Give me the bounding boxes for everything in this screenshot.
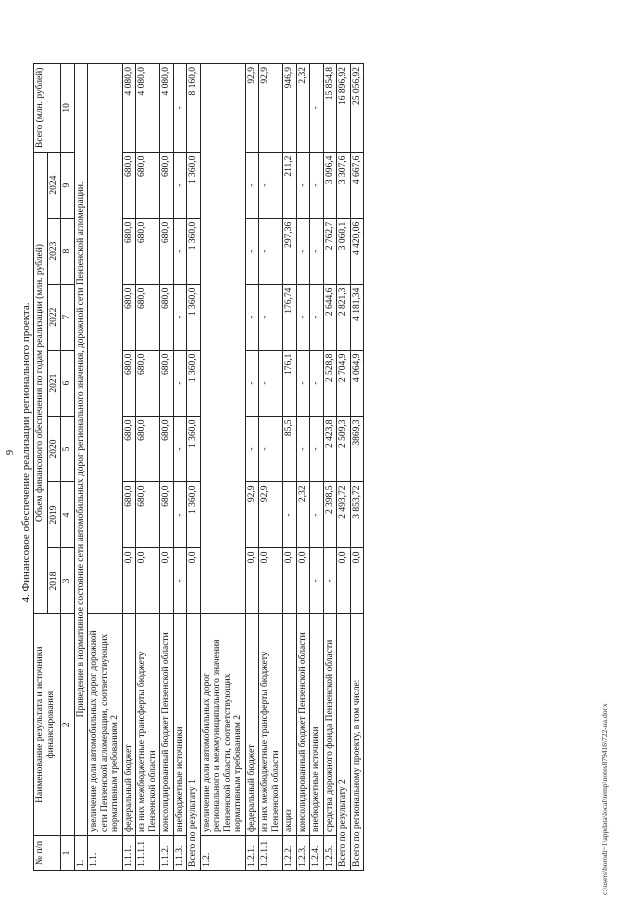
value-cell: 2 704,9 [337, 350, 351, 416]
value-cell: 680,0 [160, 284, 174, 350]
header-row [34, 64, 48, 871]
value-cell: 211,2 [283, 152, 297, 218]
row-name: Всего по результату 2 [337, 614, 351, 871]
table-row [350, 64, 364, 871]
value-cell: 0,0 [337, 548, 351, 614]
header-year: 2023 [47, 218, 61, 284]
header-year: 2022 [47, 284, 61, 350]
financing-table [33, 63, 364, 871]
value-cell: 680,0 [122, 482, 136, 548]
value-cell: 92,9 [245, 64, 259, 153]
value-cell: 680,0 [160, 482, 174, 548]
value-cell: 1 360,0 [187, 284, 201, 350]
row-no: 1.1.3. [173, 835, 187, 870]
value-cell: - [173, 482, 187, 548]
value-cell: 1 360,0 [187, 482, 201, 548]
value-cell: 680,0 [160, 218, 174, 284]
value-cell: 2 398,5 [323, 482, 337, 548]
value-cell: 0,0 [296, 548, 310, 614]
value-cell: - [310, 64, 324, 153]
table-row [160, 64, 174, 871]
value-cell: 3 096,4 [323, 152, 337, 218]
row-no: 1.2.1. [245, 835, 259, 870]
value-cell: 680,0 [122, 152, 136, 218]
value-cell: 16 896,92 [337, 64, 351, 153]
column-number: 2 [61, 614, 75, 836]
column-number: 3 [61, 548, 75, 614]
result-row [88, 64, 123, 871]
value-cell: 0,0 [283, 548, 297, 614]
value-cell: 680,0 [122, 416, 136, 482]
value-cell: 297,36 [283, 218, 297, 284]
document-title: 4. Финансовое обеспечение реализации регионального проекта. [20, 302, 32, 603]
value-cell: - [259, 152, 283, 218]
value-cell: 2 528,8 [323, 350, 337, 416]
value-cell: - [296, 284, 310, 350]
value-cell: 3 307,6 [337, 152, 351, 218]
result-no: 1.1. [88, 835, 123, 870]
value-cell: 680,0 [136, 416, 160, 482]
column-number: 10 [61, 64, 75, 153]
column-number: 7 [61, 284, 75, 350]
column-number: 4 [61, 482, 75, 548]
column-number: 5 [61, 416, 75, 482]
row-no: 1.2.1.1 [259, 835, 283, 870]
value-cell: 4 080,0 [160, 64, 174, 153]
value-cell: - [173, 416, 187, 482]
value-cell: 680,0 [136, 350, 160, 416]
value-cell: - [173, 284, 187, 350]
header-year: 2019 [47, 482, 61, 548]
value-cell: 680,0 [122, 350, 136, 416]
table-row [337, 64, 351, 871]
value-cell: 85,5 [283, 416, 297, 482]
result-no: 1.2. [200, 835, 245, 870]
value-cell: 0,0 [136, 548, 160, 614]
value-cell: - [310, 548, 324, 614]
value-cell: 680,0 [122, 218, 136, 284]
empty-cell [200, 64, 245, 614]
value-cell: 4 181,34 [350, 284, 364, 350]
value-cell: - [296, 350, 310, 416]
value-cell: 2,32 [296, 482, 310, 548]
value-cell: - [173, 350, 187, 416]
page-number: 9 [5, 450, 16, 455]
value-cell: 176,74 [283, 284, 297, 350]
value-cell: 4 080,0 [122, 64, 136, 153]
value-cell: - [310, 482, 324, 548]
table-row [259, 64, 283, 871]
header-total: Всего (млн. рублей) [34, 64, 61, 153]
value-cell: - [245, 152, 259, 218]
value-cell: 4 064,9 [350, 350, 364, 416]
value-cell: 15 854,8 [323, 64, 337, 153]
row-name: консолидированный бюджет Пензенской области [296, 614, 310, 836]
value-cell: - [296, 416, 310, 482]
table-row [136, 64, 160, 871]
value-cell: 0,0 [259, 548, 283, 614]
value-cell: 176,1 [283, 350, 297, 416]
row-no: 1.2.5. [323, 835, 337, 870]
value-cell: 0,0 [160, 548, 174, 614]
row-no: 1.2.2. [283, 835, 297, 870]
table-row [173, 64, 187, 871]
value-cell: - [259, 218, 283, 284]
empty-cell [88, 64, 123, 614]
value-cell: 680,0 [122, 284, 136, 350]
column-number: 1 [61, 835, 75, 870]
value-cell: 0,0 [245, 548, 259, 614]
value-cell: 2 821,3 [337, 284, 351, 350]
value-cell: 8 160,0 [187, 64, 201, 153]
row-no: 1.1.2. [160, 835, 174, 870]
file-path: c:\users\borodi~1\appdata\local\temp\notes879416\722-на.docx [600, 703, 609, 895]
header-year: 2021 [47, 350, 61, 416]
header-year: 2024 [47, 152, 61, 218]
row-name: акциз [283, 614, 297, 836]
header-name: Наименование результата и источники финансирования [34, 614, 61, 836]
table-row [310, 64, 324, 871]
row-name: федеральный бюджет [245, 614, 259, 836]
header-no: № п/п [34, 835, 61, 870]
value-cell: 3 853,72 [350, 482, 364, 548]
table-row [296, 64, 310, 871]
value-cell: - [173, 218, 187, 284]
value-cell: - [283, 482, 297, 548]
value-cell: 946,9 [283, 64, 297, 153]
value-cell: 1 360,0 [187, 350, 201, 416]
column-number: 6 [61, 350, 75, 416]
value-cell: - [173, 548, 187, 614]
value-cell: - [245, 218, 259, 284]
row-name: консолидированный бюджет Пензенской области [160, 614, 174, 836]
value-cell: - [296, 152, 310, 218]
value-cell: 3869,3 [350, 416, 364, 482]
value-cell: - [245, 350, 259, 416]
row-no: 1.1.1. [122, 835, 136, 870]
header-year: 2020 [47, 416, 61, 482]
value-cell: - [173, 64, 187, 153]
value-cell: 680,0 [160, 152, 174, 218]
value-cell: 4 420,06 [350, 218, 364, 284]
section-title: Приведение в нормативное состояние сети автомобильных дорог регионального значения, дорожной сети Пензенской агломерации. [74, 64, 88, 836]
row-name: из них межбюджетные трансферты бюджету Пензенской области [259, 614, 283, 836]
value-cell: - [310, 152, 324, 218]
value-cell: 1 360,0 [187, 416, 201, 482]
header-year: 2018 [47, 548, 61, 614]
value-cell: - [245, 284, 259, 350]
table-row [187, 64, 201, 871]
value-cell: - [310, 416, 324, 482]
value-cell: - [259, 416, 283, 482]
value-cell: 4 080,0 [136, 64, 160, 153]
value-cell: 680,0 [160, 416, 174, 482]
row-no: 1.2.4. [310, 835, 324, 870]
value-cell: 2 762,7 [323, 218, 337, 284]
value-cell: 92,9 [245, 482, 259, 548]
value-cell: 2,32 [296, 64, 310, 153]
row-name: из них межбюджетные трансферты бюджету Пензенской области [136, 614, 160, 836]
value-cell: 2 509,3 [337, 416, 351, 482]
row-name: внебюджетные источники [310, 614, 324, 836]
value-cell: 680,0 [136, 284, 160, 350]
table-row [323, 64, 337, 871]
value-cell: 0,0 [187, 548, 201, 614]
value-cell: 4 667,6 [350, 152, 364, 218]
value-cell: - [259, 284, 283, 350]
column-numbers-row [61, 64, 75, 871]
row-name: внебюджетные источники [173, 614, 187, 836]
table-row [283, 64, 297, 871]
result-title: увеличение доли автомобильных дорог дорожной сети Пензенской агломерации, соответствующих нормативным требованиям 2 [88, 614, 123, 836]
row-name: средства дорожного фонда Пензенской области [323, 614, 337, 836]
value-cell: 2 644,6 [323, 284, 337, 350]
section-row [74, 64, 88, 871]
row-no: 1.2.3. [296, 835, 310, 870]
value-cell: - [310, 350, 324, 416]
table-row [122, 64, 136, 871]
table-row [245, 64, 259, 871]
value-cell: 3 060,1 [337, 218, 351, 284]
value-cell: 0,0 [122, 548, 136, 614]
value-cell: 680,0 [136, 218, 160, 284]
value-cell: 2 423,8 [323, 416, 337, 482]
result-title: увеличение доли автомобильных дорог регионального и межмуниципального значения Пензенской области, соответствующих нормативным требованиям 2 [200, 614, 245, 836]
row-name: федеральный бюджет [122, 614, 136, 836]
value-cell: - [310, 218, 324, 284]
row-name: Всего по результату 1 [187, 614, 201, 871]
value-cell: 92,9 [259, 482, 283, 548]
value-cell: - [296, 218, 310, 284]
value-cell: 680,0 [160, 350, 174, 416]
column-number: 8 [61, 218, 75, 284]
value-cell: 1 360,0 [187, 152, 201, 218]
value-cell: 0,0 [350, 548, 364, 614]
value-cell: 680,0 [136, 152, 160, 218]
section-no: 1. [74, 835, 88, 870]
value-cell: 1 360,0 [187, 218, 201, 284]
value-cell: 680,0 [136, 482, 160, 548]
value-cell: - [259, 350, 283, 416]
column-number: 9 [61, 152, 75, 218]
row-no: 1.1.1.1 [136, 835, 160, 870]
value-cell: 92,9 [259, 64, 283, 153]
result-row [200, 64, 245, 871]
value-cell: - [245, 416, 259, 482]
value-cell: - [173, 152, 187, 218]
value-cell: - [310, 284, 324, 350]
value-cell: 25 056,92 [350, 64, 364, 153]
row-name: Всего по региональному проекту, в том числе: [350, 614, 364, 871]
value-cell: - [323, 548, 337, 614]
value-cell: 2 493,72 [337, 482, 351, 548]
header-volume: Объем финансового обеспечения по годам реализации (млн. рублей) [34, 152, 48, 614]
